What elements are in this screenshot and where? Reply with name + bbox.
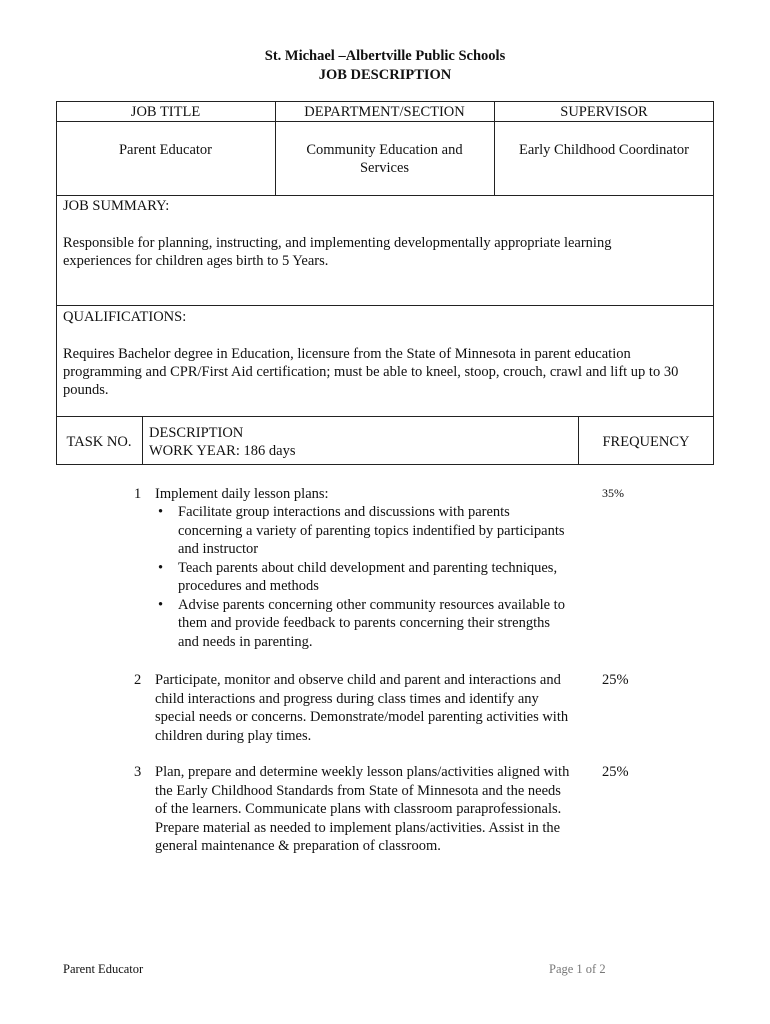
task-frequency: 25%	[602, 672, 629, 688]
job-title-value: Parent Educator	[118, 142, 212, 158]
job-summary-text: Responsible for planning, instructing, and implementing developmentally appropriate learning experiences for children ages birth to 5 Years.	[63, 235, 612, 269]
supervisor-value: Early Childhood Coordinator	[519, 142, 689, 158]
task-frequency: 35%	[602, 486, 624, 500]
job-title-header: JOB TITLE	[130, 104, 201, 120]
task-frequency: 25%	[602, 764, 629, 780]
task-description: Participate, monitor and observe child and parent and interactions and child interactions and progress during class times and identify any special needs or concerns. Demonstrate/model parenting activities with children during play times.	[155, 672, 569, 744]
frequency-header: FREQUENCY	[602, 434, 690, 450]
document-title: JOB DESCRIPTION	[318, 67, 452, 83]
department-value: Community Education and Services	[306, 142, 463, 176]
task-description: Plan, prepare and determine weekly lesson plans/activities aligned with the Early Childhood Standards from State of Minnesota and the needs of the learners. Communicate plans with classroom paraprofessionals. Prepare material as needed to implement plans/activities. Assist in the general maintenance & preparation of classroom.	[155, 764, 570, 854]
job-summary-label: JOB SUMMARY:	[63, 198, 170, 214]
page-number: Page 1 of 2	[549, 962, 606, 976]
task-no-header: TASK NO.	[66, 434, 132, 450]
qualifications-label: QUALIFICATIONS:	[63, 309, 187, 325]
list-item: • Advise parents concerning other community resources available to them and provide feedback to parents concerning their strengths and needs in parenting.	[158, 596, 565, 650]
table-divider	[142, 416, 143, 465]
qualifications-text: Requires Bachelor degree in Education, licensure from the State of Minnesota in parent education programming and CPR/First Aid certification; must be able to kneel, stoop, crouch, crawl and lift up to 30 pounds.	[63, 346, 679, 398]
supervisor-header: SUPERVISOR	[560, 104, 648, 120]
task-bullet-list	[155, 503, 595, 651]
footer-title: Parent Educator	[63, 962, 144, 976]
description-header: DESCRIPTION WORK YEAR: 186 days	[149, 425, 296, 459]
task-number: 3	[134, 764, 142, 780]
table-divider	[56, 121, 714, 122]
department-header: DEPARTMENT/SECTION	[304, 104, 465, 120]
task-title: Implement daily lesson plans:	[155, 486, 329, 502]
list-item: • Facilitate group interactions and discussions with parents concerning a variety of parenting topics indentified by participants and instructor	[158, 504, 565, 557]
task-number: 1	[134, 486, 142, 502]
list-item: • Teach parents about child development and parenting techniques, procedures and methods	[158, 559, 558, 594]
task-number: 2	[134, 672, 142, 688]
organization-name: St. Michael –Albertville Public Schools	[264, 48, 506, 64]
